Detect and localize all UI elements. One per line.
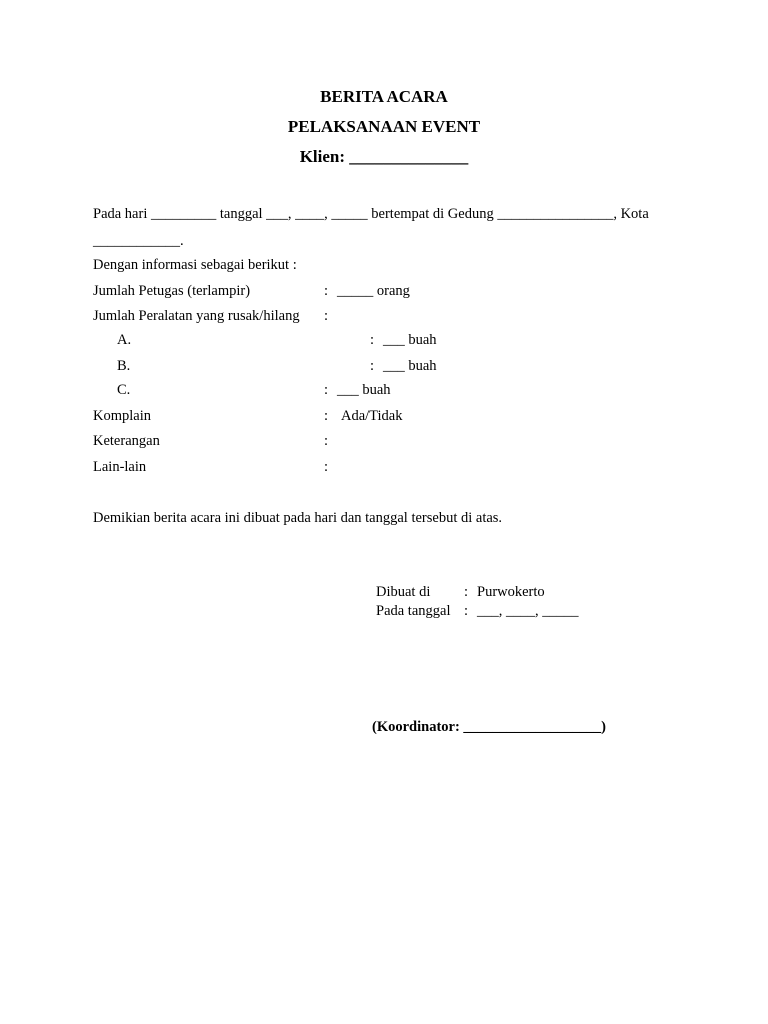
dibuat-value: Purwokerto: [477, 584, 545, 600]
item-a-label: A.: [117, 332, 132, 348]
intro-line-1: Pada hari _________ tanggal ___, ____, _____ bertempat di Gedung ________________, Kota: [93, 206, 649, 222]
keterangan-separator: :: [324, 433, 329, 449]
dibuat-separator: :: [464, 584, 469, 600]
peralatan-separator: :: [324, 308, 329, 324]
lain-label: Lain-lain: [93, 459, 147, 475]
item-a-value: ___ buah: [383, 332, 437, 348]
petugas-separator: :: [324, 283, 329, 299]
item-c-label: C.: [117, 382, 131, 398]
coordinator-signature: (Koordinator: ___________________): [372, 719, 606, 735]
keterangan-label: Keterangan: [93, 433, 160, 449]
item-c-value: ___ buah: [337, 382, 391, 398]
peralatan-label: Jumlah Peralatan yang rusak/hilang: [93, 308, 300, 324]
item-a-separator: :: [370, 332, 375, 348]
intro-line-2: ____________.: [93, 233, 184, 249]
komplain-separator: :: [324, 408, 329, 424]
petugas-value: _____ orang: [337, 283, 410, 299]
closing-statement: Demikian berita acara ini dibuat pada hari dan tanggal tersebut di atas.: [93, 510, 503, 526]
document-title: BERITA ACARA: [320, 87, 448, 106]
komplain-value: Ada/Tidak: [341, 408, 403, 424]
tanggal-value: ___, ____, _____: [477, 603, 579, 619]
dibuat-label: Dibuat di: [376, 584, 431, 600]
item-c-separator: :: [324, 382, 329, 398]
tanggal-separator: :: [464, 603, 469, 619]
item-b-label: B.: [117, 358, 131, 374]
petugas-label: Jumlah Petugas (terlampir): [93, 283, 251, 299]
tanggal-label: Pada tanggal: [376, 603, 451, 619]
item-b-value: ___ buah: [383, 358, 437, 374]
document-subtitle: PELAKSANAAN EVENT: [287, 117, 481, 136]
item-b-separator: :: [370, 358, 375, 374]
lain-separator: :: [324, 459, 329, 475]
komplain-label: Komplain: [93, 408, 151, 424]
info-heading: Dengan informasi sebagai berikut :: [93, 257, 297, 273]
client-line: Klien: ______________: [299, 147, 469, 166]
